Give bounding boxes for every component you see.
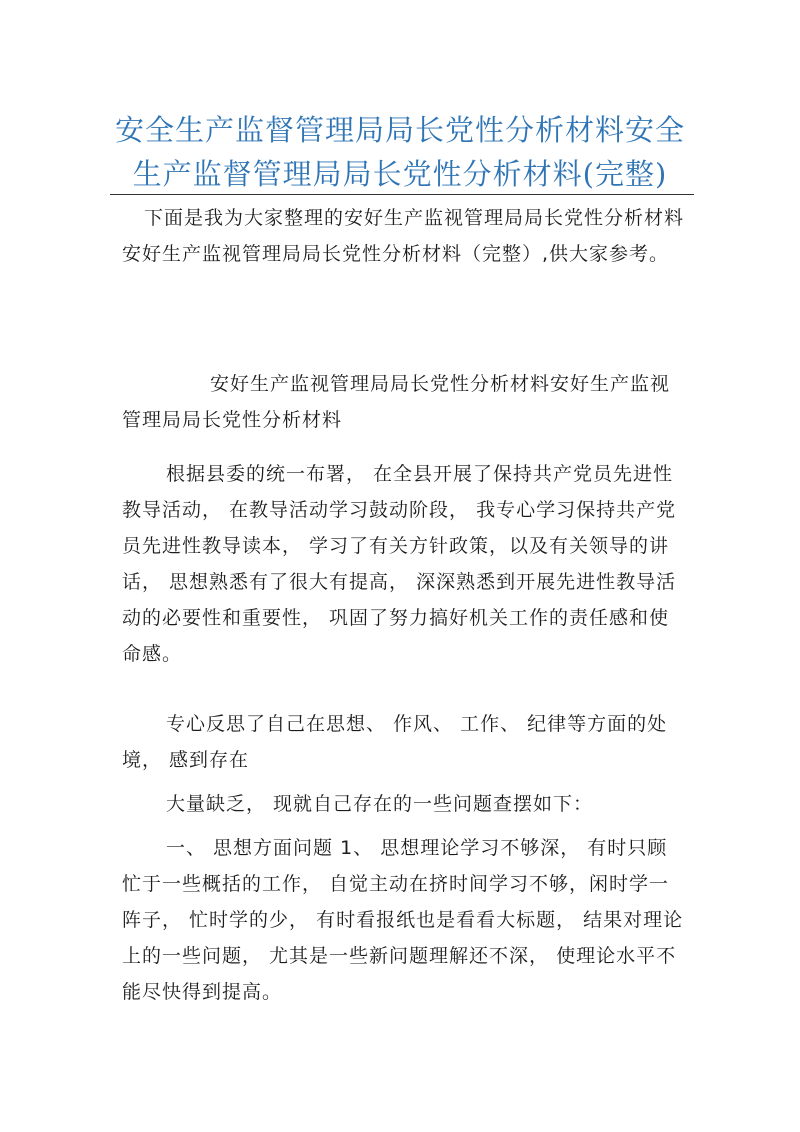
body-paragraph-3: 大量缺乏， 现就自己存在的一些问题查摆如下：	[166, 793, 594, 815]
body-paragraph-2: 专心反思了自己在思想、 作风、 工作、 纪律等方面的处境， 感到存在	[122, 713, 668, 771]
body-paragraph-1: 根据县委的统一布署， 在全县开展了保持共产党员先进性教导活动， 在教导活动学习鼓动阶段， 我专心学习保持共产党员先进性教导读本， 学习了有关方针政策，以及有关领导的讲话， 思想熟悉有了很大有提高， 深深熟悉到开展先进性教导活动的必要性和重要性， 巩固了努力搞好机关工作的责任感和使命感。	[122, 463, 677, 665]
subtitle-paragraph: 安好生产监视管理局局长党性分析材料安好生产监视管理局局长党性分析材料	[122, 373, 671, 431]
document-title: 安全生产监督管理局局长党性分析材料安全生产监督管理局局长党性分析材料(完整)	[114, 113, 685, 191]
body-paragraph-4: 一、 思想方面问题 1、 思想理论学习不够深， 有时只顾忙于一些概括的工作， 自觉主动在挤时间学习不够，闲时学一阵子， 忙时学的少， 有时看报纸也是看看大标题， 结果对理论上的一些问题， 尤其是一些新问题理解还不深， 使理论水平不能尽快得到提高。	[122, 837, 684, 1003]
title-divider	[110, 194, 694, 195]
intro-paragraph: 下面是我为大家整理的安好生产监视管理局局长党性分析材料安好生产监视管理局局长党性分析材料（完整）,供大家参考。	[122, 207, 685, 265]
